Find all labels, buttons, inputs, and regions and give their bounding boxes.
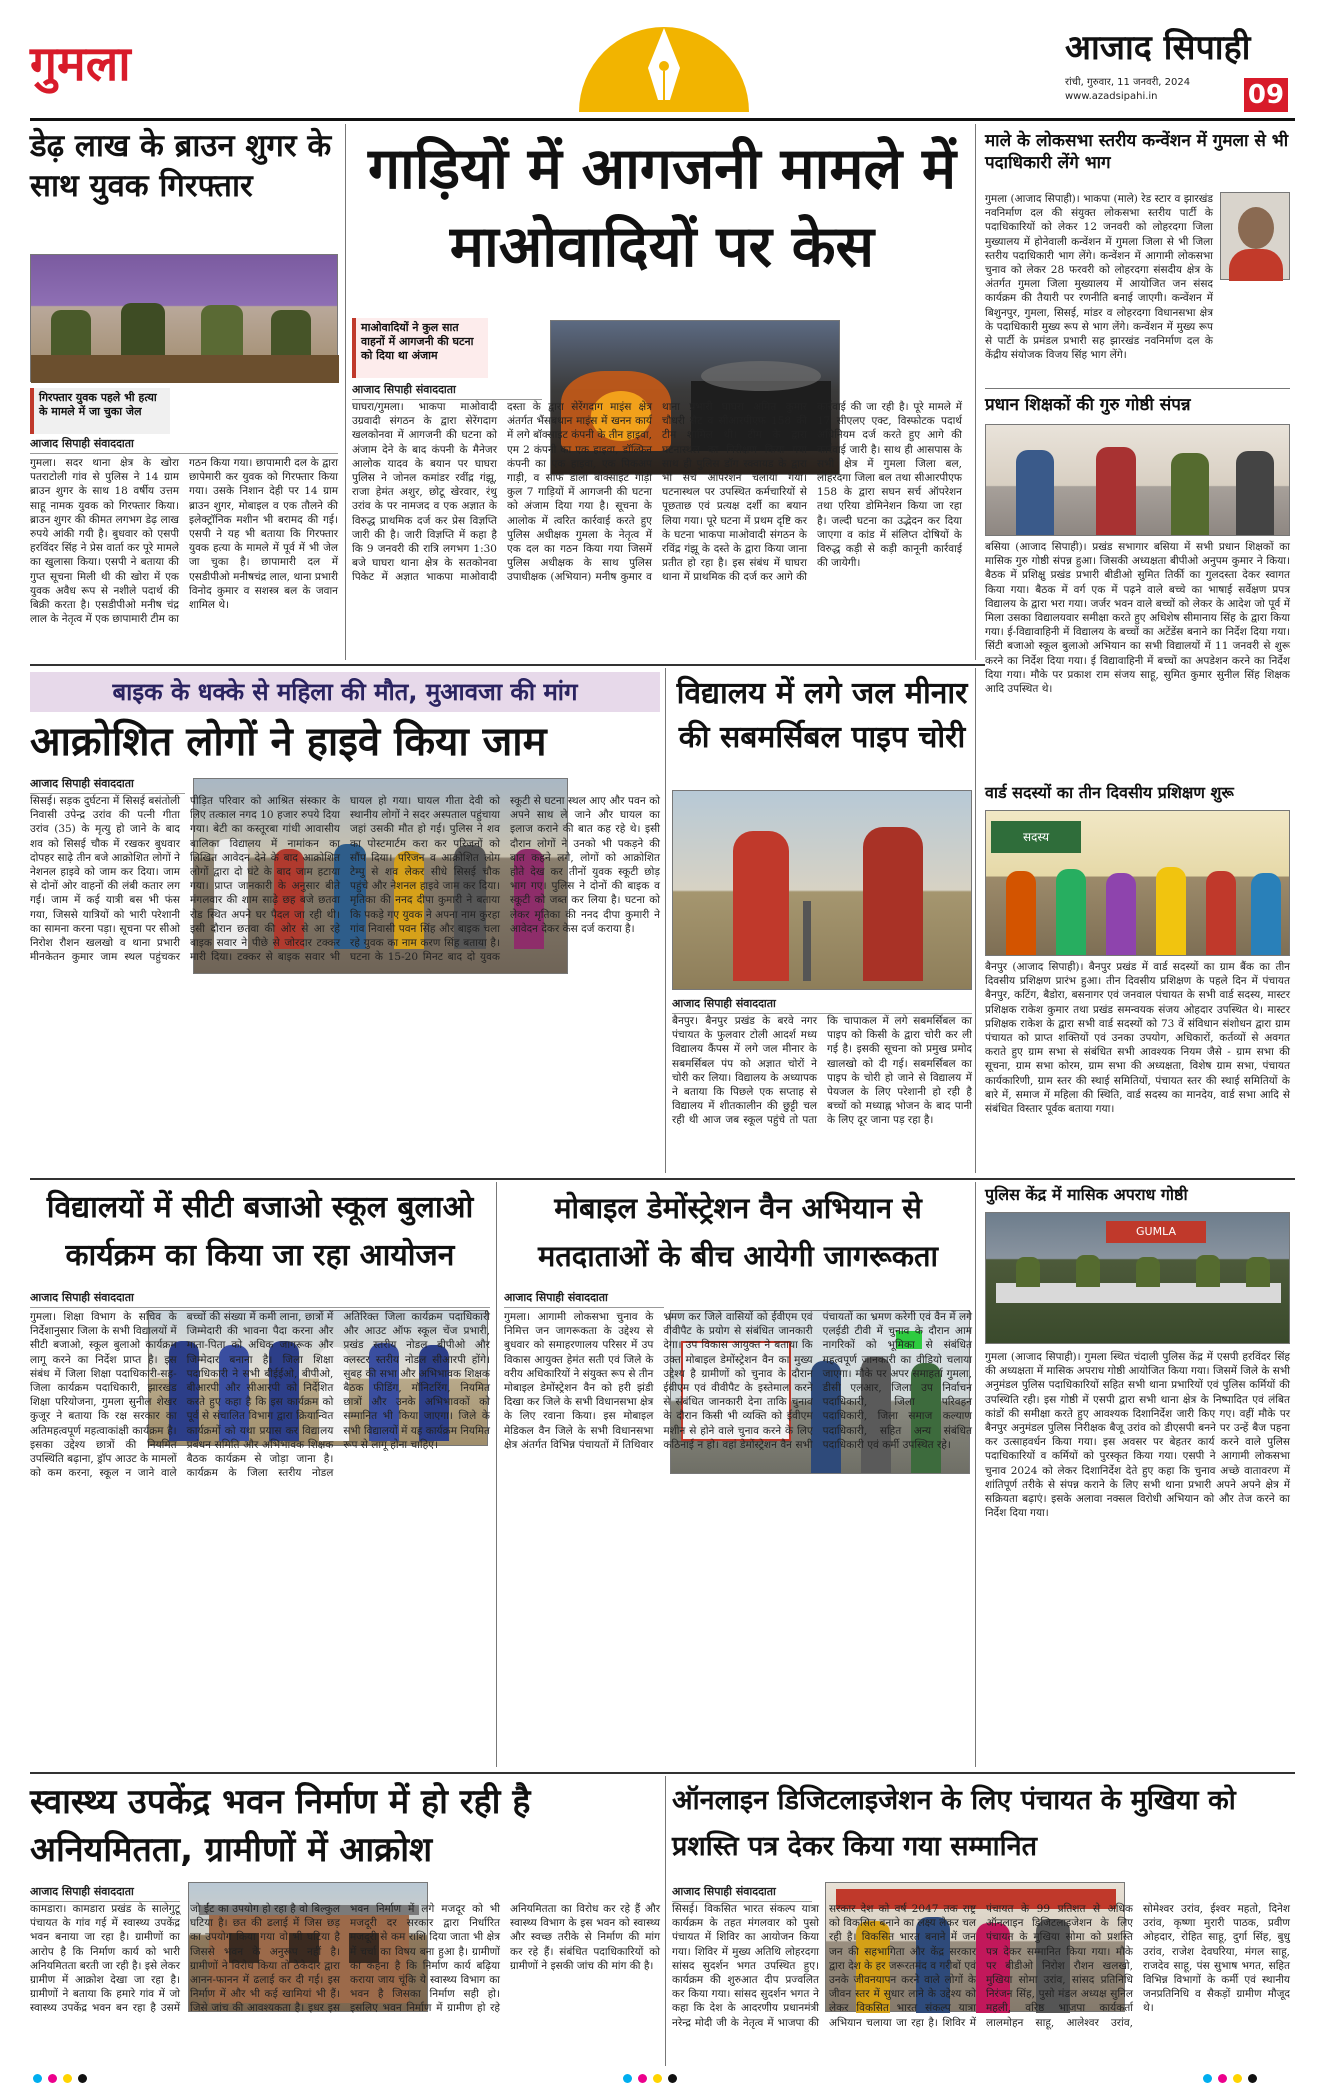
photo-sign-text: सदस्य (991, 821, 1081, 853)
caption-arson: माओवादियों ने कुल सात वाहनों में आगजनी की घटना को दिया था अंजाम (352, 318, 488, 378)
headline-whistle: विद्यालयों में सीटी बजाओ स्कूल बुलाओ कार्यक्रम का किया जा रहा आयोजन (46, 1190, 474, 1273)
masthead-rule (30, 118, 1295, 121)
masthead (0, 0, 1325, 118)
headline-arson: गाड़ियों में आगजनी मामले में माओवादियों पर केस (367, 136, 957, 280)
body-cpi-ml: गुमला (आजाद सिपाही)। भाकपा (माले) रेड स्टार व झारखंड नवनिर्माण दल की संयुक्त लोकसभा स्तरीय पार्टी के पदाधिकारियों को लेकर 12 जनवरी को लोहरदगा जिला मुख्यालय में होनेवाली कन्वेंशन में गुमला जिला से भी जिला स्तरीय पदाधिकारी भाग लेंगे। कन्वेंशन में आगामी लोकसभा चुनाव को लेकर 28 फरवरी को लोहरदगा संसदीय क्षेत्र के अंतर्गत गुमला जिला मुख्यालय में आयोजित जन संसद कार्यक्रम की तैयारी पर रणनीति बनाई जाएगी। कन्वेंशन में बिशुनपुर, गुमला, सिसई, मांडर व लोहरदगा विधानसभा क्षेत्र के पदाधिकारी मुख्य रूप से भाग लेंगे। कन्वेंशन में मुख्य रूप से पार्टी के प्रमंडल प्रभारी सह झारखंड नवनिर्माण दल के केंद्रीय संयोजक विजय सिंह भाग लेंगे। (985, 193, 1213, 362)
headline-cpi-ml: माले के लोकसभा स्तरीय कन्वेंशन में गुमला से भी पदाधिकारी लेंगे भाग (985, 131, 1289, 173)
body-arson: घाघरा/गुमला। भाकपा माओवादी उग्रवादी संगठन के द्वारा सेरेंगदाग खलकोनवा में आगजनी की घटना को अंजाम देने के बाद कंपनी के मैनेजर आलोक यादव के बयान पर घाघरा पुलिस ने जोनल कमांडर रवींद्र गंझू, राजा हेमंत अशुर, छोटू खेरवार, रंथु उरांव के पर नामजद व एक अज्ञात के विरुद्ध प्राथमिक दर्ज कर प्रेस विज्ञप्ति जारी की है। जारी विज्ञप्ति में कहा है कि 9 जनवरी की रात्रि लगभग 1:30 बजे घाघरा थाना क्षेत्र के सतकोनवा पिकेट में अज्ञात भाकपा माओवादी दस्ता के द्वारा सेरेंगदाग माइंस क्षेत्र अंतर्गत भैंसबथान माइंस में खनन कार्य में लगे बॉक्साइट कंपनी के तीन हाइवा, एम 2 कंपनी का एक हाइवा, डॉल्फिन कंपनी का एक हाइवा, एक पिकअप गाड़ी, व साफ डाला बॉक्साइट गाड़ी कुल 7 गाड़ियों में आगजनी की घटना को अंजाम दिया गया है। सूचना के आलोक में त्वरित कार्रवाई करते हुए पुलिस अधीक्षक गुमला के नेतृत्व में एक दल का गठन किया गया जिसमें पुलिस अधीक्षक के साथ पुलिस उपाधीक्षक (अभियान) मनीष कुमार व थाना प्रभारी घाघरा अमित कुमार चौधरी सैट व सीआरपीएफ 158 की टीम शामिल थी। टीम के द्वारा घटनास्थल का निरीक्षण किया गया साथ ही पुलिस डॉग स्क्वायड के द्वारा भी सर्च ऑपरेशन चलाया गया। घटनास्थल पर उपस्थित कर्मचारियों से पूछताछ एवं प्रत्यक्ष दर्शी का बयान लिया गया। पूरे घटना में प्रथम दृष्टि कर के घटना भाकपा माओवादी संगठन के रविंद्र गंझू के दस्ते के द्वारा किया जाना प्रतीत हो रहा है। इस संबंध में घाघरा थाना में प्राथमिक की दर्ज कर आगे की कार्रवाई की जा रही है। पूरे मामले में 17 सीएलए एक्ट, विस्फोटक पदार्थ अधिनियम दर्ज करते हुए आगे की कार्रवाई जारी है। साथ ही आसपास के सभी क्षेत्र में गुमला जिला बल, लोहरदगा जिला बल तथा सीआरपीएफ 158 के द्वारा सघन सर्च ऑपरेशन तथा एरिया डोमिनेशन किया जा रहा है। जल्दी घटना का उद्भेदन कर दिया जाएगा व कांड में संलिप्त दोषियों के विरुद्ध कड़ी से कड़ी कानूनी कार्रवाई की जायेगी। (352, 401, 962, 584)
banner-highway: बाइक के धक्के से महिला की मौत, मुआवजा की मांग (30, 672, 660, 712)
dateline-mobile-van: आजाद सिपाही संवाददाता (504, 1290, 664, 1308)
headline-digital: ऑनलाइन डिजिटलाइजेशन के लिए पंचायत के मुखिया को प्रशस्ति पत्र देकर किया गया सम्मानित (672, 1785, 1236, 1862)
dateline-health: आजाद सिपाही संवाददाता (30, 1884, 180, 1902)
headline-mobile-van: मोबाइल डेमोंस्ट्रेशन वैन अभियान से मतदाताओं के बीच आयेगी जागरूकता (537, 1191, 939, 1273)
photo-ward-training (985, 810, 1290, 956)
dateline-brown-sugar: आजाद सिपाही संवाददाता (30, 436, 338, 454)
body-whistle: गुमला। शिक्षा विभाग के सचिव के निर्देशानुसार जिला के सभी विद्यालयों में सीटी बजाओ, स्कूल बुलाओ कार्यक्रम लागू करने का निर्देश प्राप्त है। इस संबंध में जिला शिक्षा पदाधिकारी-सह-जिला कार्यक्रम पदाधिकारी, झारखंड शिक्षा परियोजना, गुमला सुनील शेखर कुजूर ने बताया कि रक्ष सरकार का अतिमहत्वपूर्ण महत्वाकांक्षी कार्यक्रम है। इसका उद्देश्य छात्रों की नियमित उपस्थिति बढ़ाना, ड्रॉप आउट के मामलों को कम करना, स्कूल न जाने वाले बच्चों की संख्या में कमी लाना, छात्रों में जिम्मेदारी की भावना पैदा करना और माता-पिता को अधिक जागरूक और जिम्मेदार बनाना है। जिला शिक्षा पदाधिकारी ने सभी बीईईओ, बीपीओ, बीआरपी और सीआरपी को निर्देशित करते हुए कहा है कि इस कार्यक्रम को पूर्व से संचालित विभाग द्वारा क्रियान्वित कार्यक्रमों को यथा प्रयास कर विद्यालय प्रबंधन समिति और अभिभावक शिक्षक बैठक कार्यक्रम से जोड़ा जाना है। कार्यक्रम के जिला स्तरीय नोडल अतिरिक्त जिला कार्यक्रम पदाधिकारी और आउट ऑफ स्कूल चेंज प्रभारी, प्रखंड स्तरीय नोडल बीपीओ और क्लस्टर स्तरीय नोडल सीआरपी होंगे। सुबह की सभा और अभिभावक शिक्षक बैठक फीडिंग, मॉनिटरिंग, नियमित छात्रों और उनके अभिभावकों को सम्मानित भी किया जाएगा। जिले के सभी विद्यालयों में यह कार्यक्रम नियमित रूप से लागू होना चाहिए। (30, 1311, 490, 1480)
pen-nib-emblem (577, 0, 751, 112)
headline-highway: आक्रोशित लोगों ने हाइवे किया जाम (30, 719, 547, 765)
body-highway: सिसई। सड़क दुर्घटना में सिसई बसंतोली निवासी उपेन्द्र उरांव की पत्नी गीता उरांव (35) के मृत्यु हो जाने के बाद शव को सिसई चौक में रखकर बुधवार दोपहर साढ़े तीन बजे आक्रोशित लोगों ने नेशनल हाइवे को जाम कर दिया। जाम से दोनों ओर वाहनों की लंबी कतार लग गई। जाम में कई यात्री बस भी फंस गया, जिससे यात्रियों को भारी परेशानी का सामना करना पड़ा। सूचना पर सीओ निरोश रौशन खलखो व थाना प्रभारी मीनकेतन कुमार जाम स्थल पहुंचकर पीड़ित परिवार को आश्रित संस्कार के लिए तत्काल नगद 10 हजार रुपये दिया गया। बेटी का कस्तूरबा गांधी आवासीय बालिका विद्यालय में नामांकन का लिखित आवेदन देने के बाद आक्रोशित लोगों द्वारा दो घंटे के बाद जाम हटाया गया। प्राप्त जानकारी के अनुसार बीते मंगलवार की शाम साढ़े छह बजे छतवा रोड स्थित अपने घर पैदल जा रही थी। इसी दौरान छतवा की ओर से आ रहे बाइक सवार ने पीछे से जोरदार टक्कर मारी दिया। टक्कर से बाइक सवार भी घायल हो गया। घायल गीता देवी को स्थानीय लोगों ने सदर अस्पताल पहुंचाया जहां उसकी मौत हो गई। पुलिस ने शव का पोस्टमार्टम करा कर परिजनों को सौंप दिया। परिजन व आक्रोशित लोग टेम्पु से शव लेकर सीधे सिसई चौक पहुंचे और नेशनल हाइवे जाम कर दिया। मृतिका की ननद दीपा कुमारी ने बताया कि पकड़े गए युवक ने अपना नाम कुरहा गांव निवासी पवन सिंह और बाइक चला रहे युवक का नाम करण सिंह बताया है। घटना के 15-20 मिनट बाद दो युवक स्कूटी से घटना स्थल आए और पवन को अपने साथ ले जाने और घायल का इलाज कराने की बात कह रहे थे। इसी दौरान लोगों ने उनको भी पकड़ने की बात कहने लगे, लोगों को आक्रोशित होते देख कर तीनों युवक स्कूटी छोड़ भाग गए। पुलिस ने दोनों की बाइक व स्कूटी को जब्त कर लिया है। घटना को लेकर मृतिका की ननद दीपा कुमारी ने आवेदन देकर केस दर्ज कराया है। (30, 795, 660, 964)
body-police: गुमला (आजाद सिपाही)। गुमला स्थित चंदाली पुलिस केंद्र में एसपी हरविंदर सिंह की अध्यक्षता में मासिक अपराध गोष्ठी आयोजित किया गया। जिसमें जिले के सभी अनुमंडल पुलिस पदाधिकारियों सहित सभी थाना प्रभारियों एवं पुलिस कर्मियों की उपस्थिति रही। इस गोष्ठी में एसपी द्वारा सभी थाना क्षेत्र के निष्पादित एवं लंबित कांडों की समीक्षा करते हुए आवश्यक दिशानिर्देश जारी किए गए। वहीं मौके पर बैनपुर अनुमंडल पुलिस निरीक्षक बैजू उरांव को डीएसपी बनने पर उन्हें बैज पहना कर उत्साहवर्धन किया गया। इस अवसर पर बेहतर कार्य करने वाले पुलिस पदाधिकारियों व कर्मियों को पुरस्कृत किया गया। एसपी ने आगामी लोकसभा चुनाव 2024 को लेकर दिशानिर्देश देते हुए कहा कि चुनाव अच्छे वातावरण में शांतिपूर्ण तरीके से संपन्न कराने के लिए सभी थाना प्रभारी अपने अपने क्षेत्र में सक्रियता बढ़ाएं। इसके अलावा नक्सल विरोधी अभियान को और तेज करने का निर्देश दिया गया। (985, 1351, 1290, 1520)
register-marks-left (30, 2068, 150, 2082)
headline-ward: वार्ड सदस्यों का तीन दिवसीय प्रशिक्षण शुरू (985, 783, 1234, 802)
caption-brown-sugar: गिरफ्तार युवक पहले भी हत्या के मामले में जा चुका जेल (30, 388, 170, 434)
photo-water-tower (672, 790, 972, 990)
body-teachers: बसिया (आजाद सिपाही)। प्रखंड सभागार बसिया में सभी प्रधान शिक्षकों का मासिक गुरु गोष्ठी संपन्न हुआ। जिसकी अध्यक्षता बीपीओ अनुपम कुमार ने किया। बैठक में प्रशिक्षु प्रखंड प्रभारी बीडीओ सुमित तिर्की का गुलदस्ता देकर स्वागत किया गया। बैठक में वर्ग एक में पढ़ने वाले बच्चे का भाषाई सर्वेक्षण प्रपत्र विद्यालय के द्वारा भरा गया। जर्जर भवन वाले बच्चों को लेकर के आदेश जो पूर्व में मिला उसका विद्यालयवार समीक्षा करते हुए अधिशेष सीमानाय सिंह के द्वारा किया गया। ई-विद्यावाहिनी में विद्यालय के बच्चों का अटेंडेंस बनाने का निर्देश दिया गया। सिंटी बजाओ स्कूल बुलाओ अभियान का सभी विद्यालयों में 11 जनवरी से शुरू करने का निर्देश दिया गया। ई विद्यावाहिनी में बच्चों का अपडेशन करने का निर्देश दिया गया। मौके पर प्रकाश राम संजय साहू, सुमित कुमार सुनील सिंह शिक्षक आदि उपस्थित थे। (985, 541, 1290, 696)
headline-police: पुलिस केंद्र में मासिक अपराध गोष्ठी (985, 1185, 1188, 1204)
section-name: गुमला (30, 36, 131, 92)
body-digital: सिसई। विकसित भारत संकल्प यात्रा कार्यक्रम के तहत मंगलवार को पुसो पंचायत में शिविर का आयोजन किया गया। शिविर में मुख्य अतिथि लोहरदगा सांसद सुदर्शन भगत उपस्थित हुए। कार्यक्रम की शुरुआत दीप प्रज्वलित कर किया गया। सांसद सुदर्शन भगत ने कहा कि देश के आदरणीय प्रधानमंत्री नरेन्द्र मोदी जी के नेतृत्व में भाजपा की सरकार देश को वर्ष 2047 तक राष्ट्र को विकसित बनाने का लक्ष्य लेकर चल रही है। विकसित भारत बनाने में जन जन की सहभागिता और केंद्र सरकार द्वारा देश के हर जरूरतमंद व गरीबों एवं उनके जीवनयापन करने वाले लोगों के जीवन स्तर में सुधार लाने के उद्देश्य को लेकर विकसित भारत संकल्प यात्रा अभियान चलाया जा रहा है। शिविर में पंचायत के 99 प्रतिशत से अधिक ऑनलाइन डिजिटलाइजेशन के लिए पंचायत के मुखिया सोमा को प्रशस्ति पत्र देकर सम्मानित किया गया। मौके पर बीडीओ निरोश रौशन खलखो, मुखिया सोमा उरांव, सांसद प्रतिनिधि निरंजन सिंह, पुसो मंडल अध्यक्ष सुनिल महली, वरिष्ठ भाजपा कार्यकर्ता लालमोहन साहू, आलेश्वर उरांव, सोमेश्वर उरांव, ईश्वर महतो, दिनेश उरांव, कृष्णा मुरारी पाठक, प्रवीण ओहदार, रोहित साहू, दुर्गा सिंह, बुधु उरांव, राजेश देवघरिया, मंगल साहू, राजदेव साहू, पंस सुभाष भगत, सहित विभिन्न विभागों के कर्मी एवं स्थानीय जनप्रतिनिधि व सैकड़ों ग्रामीण मौजूद थे। (672, 1903, 1290, 2029)
register-marks-right (1200, 2068, 1320, 2082)
photo-crime-meeting (985, 1212, 1290, 1344)
body-brown-sugar: गुमला। सदर थाना क्षेत्र के खोरा पतराटोली गांव से पुलिस ने 14 ग्राम ब्राउन शुगर के साथ 18 वर्षीय उत्तम साहू नामक युवक को गिरफ्तार किया। ब्राउन शुगर की कीमत लगभग डेढ़ लाख रुपये आंकी गयी है। बुधवार को एसपी हरविंदर सिंह ने प्रेस वार्ता कर पूरे मामले का खुलासा किया। एसपी ने बताया की गुप्त सूचना मिली थी की खोरा में एक युवक अवैध रूप से नशीले पदार्थ की बिक्री करता है। एसडीपीओ मनीष चंद्र लाल के नेतृत्व में एक छापामारी टीम का गठन किया गया। छापामारी दल के द्वारा छापेमारी कर युवक को गिरफ्तार किया गया। उसके निशान देही पर 14 ग्राम ब्राउन शुगर, मोबाइल व एक तौलने की इलेक्ट्रॉनिक मशीन भी बरामद की गई। एसपी ने यह भी बताया कि गिरफ्तार युवक हत्या के मामले में पूर्व में भी जेल जा चुका है। छापामारी दल में एसडीपीओ मनीषचंद्र लाल, थाना प्रभारी विनोद कुमार व सशस्त्र बल के जवान शामिल थे। (30, 457, 338, 626)
body-mobile-van: गुमला। आगामी लोकसभा चुनाव के निमित्त जन जागरूकता के उद्देश्य से बुधवार को समाहरणालय परिसर में उप विकास आयुक्त हेमंत सती एवं जिले के वरीय अधिकारियों ने संयुक्त रूप से तीन मोबाइल डेमोंस्ट्रेशन वैन को हरी झंडी दिखा कर जिले के सभी विधानसभा क्षेत्र के लिए रवाना किया। इस मोबाइल मेडिकल वैन जिले के सभी विधानसभा क्षेत्र अंतर्गत विभिन्न पंचायतों में तिथिवार भ्रमण कर जिले वासियों को ईवीएम एवं वीवीपैट के प्रयोग से संबंधित जानकारी देगा। उप विकास आयुक्त ने बताया कि उक्त मोबाइल डेमोंस्ट्रेशन वैन का मुख्य उद्देश्य है ग्रामीणों को चुनाव के दौरान ईवीएम एवं वीवीपैट के इस्तेमाल करने से संबंधित जानकारी देना ताकि चुनाव के दौरान किसी भी व्यक्ति को ईवीएम मशीन से होने वाले चुनाव करने के लिए कठिनाई न हो। वहां डेमोंस्ट्रेशन वैन सभी पंचायतों का भ्रमण करेगी एवं वैन में लगे एलईडी टीवी में चुनाव के दौरान आम नागरिकों को भूमिका से संबंधित महत्वपूर्ण जानकारी का वीडियो चलाया जाएगा। मौके पर अपर समाहर्ता गुमला, डीसी एलआर, जिला उप निर्वाचन पदाधिकारी, जिला परिवहन पदाधिकारी, जिला समाज कल्याण पदाधिकारी, सहित अन्य संबंधित पदाधिकारी एवं कर्मी उपस्थित रहे। (504, 1311, 972, 1451)
paper-title: आजाद सिपाही (1065, 28, 1251, 68)
headline-health: स्वास्थ्य उपकेंद्र भवन निर्माण में हो रही है अनियमितता, ग्रामीणों में आक्रोश (30, 1782, 531, 1870)
photo-banner-text: GUMLA (1106, 1221, 1206, 1243)
dateline-water: आजाद सिपाही संवाददाता (672, 996, 972, 1014)
register-marks-center (620, 2068, 740, 2082)
headline-water: विद्यालय में लगे जल मीनार की सबमर्सिबल पाइप चोरी (676, 676, 968, 755)
page-number: 09 (1244, 78, 1288, 112)
body-water: बैनपुर। बैनपुर प्रखंड के बरवे नगर पंचायत के फुलवार टोली आदर्श मध्य विद्यालय कैंपस में लगे जल मीनार के सबमर्सिबल पंप को अज्ञात चोरों ने चोरी कर लिया। विद्यालय के अध्यापक ने बताया कि पिछले एक सप्ताह से विद्यालय में शीतकालीन की छुट्टी चल रही थी आज जब स्कूल पहुंचे तो पता कि चापाकल में लगे सबमर्सिबल का पाइप को किसी के द्वारा चोरी कर ली गई है। इसकी सूचना को प्रमुख प्रमोद खालखो को दी गई। सबमर्सिबल का पाइप के चोरी हो जाने से विद्यालय में पेयजल के लिए परेशानी हो रही है बच्चों को मध्याह्न भोजन के बाद पानी के लिए दूर जाना पड़ रहा है। (672, 1015, 972, 1127)
body-brown-sugar-col3 (180, 388, 338, 438)
dateline-digital: आजाद सिपाही संवाददाता (672, 1884, 812, 1902)
dateline-arson: आजाद सिपाही संवाददाता (352, 382, 542, 400)
photo-teachers-meeting (985, 424, 1290, 536)
body-ward: बैनपुर (आजाद सिपाही)। बैनपुर प्रखंड में वार्ड सदस्यों का ग्राम बैंक का तीन दिवसीय प्रशिक्षण प्रारंभ हुआ। तीन दिवसीय प्रशिक्षण के पहले दिन में पंचायत बैनपुर, कटिंग, बैडोरा, बसनागर एवं जनवाल पंचायत के सभी वार्ड सदस्य, मास्टर प्रशिक्षक राकेश कुमार तथा प्रखंड समन्वयक संजय ओहदार उपस्थित थे। मास्टर प्रशिक्षक राकेश के द्वारा सभी वार्ड सदस्यों को 73 वें संविधान संशोधन द्वारा ग्राम पंचायत को प्राप्त शक्तियों एवं उनका उपयोग, अधिकारों, कर्तव्यों से अवगत कराते हुए ग्राम सभा से संबंधित सभी आवश्यक नियम जैसे - ग्राम सभा की सूचना, ग्राम सभा कोरम, ग्राम सभा की अध्यक्षता, विशेष ग्राम सभा, पंचायत कार्यकारिणी, ग्राम स्तर की स्थाई समितियों, पंचायत स्तर की स्थाई समितियों के बारे में, समाज में महिला की स्थिति, वार्ड सदस्य का मानदेय, वार्ड सभा आदि से संबंधित विस्तार पूर्वक बताया गया। (985, 961, 1290, 1116)
headline-teachers: प्रधान शिक्षकों की गुरु गोष्ठी संपन्न (985, 395, 1191, 415)
photo-leader-portrait (1220, 192, 1290, 280)
photo-press-conference (30, 254, 338, 382)
dateline: रांची, गुरुवार, 11 जनवरी, 2024 (1065, 77, 1191, 88)
headline-brown-sugar: डेढ़ लाख के ब्राउन शुगर के साथ युवक गिरफ्तार (30, 128, 332, 204)
website: www.azadsipahi.in (1065, 91, 1158, 102)
body-health: कामडारा। कामडारा प्रखंड के सालेगुटू पंचायत के गांव गई में स्वास्थ्य उपकेंद्र भवन बनाया जा रहा है। ग्रामीणों का आरोप है कि निर्माण कार्य को भारी अनियमितता बरती जा रही है। इसे लेकर ग्रामीण में आक्रोश देखा जा रहा है। ग्रामीणों ने बताया कि हमारे गांव में जो स्वास्थ्य उपकेंद्र भवन बन रहा है उसमें जो ईंट का उपयोग हो रहा है वो बिल्कुल घटिया है। छत की ढलाई में जिस छड़ का उपयोग किया गया वो भी घटिया है जिससे भवन के अनुरूप नहीं है। ग्रामीणों ने विरोध किया तो ठेकेदार द्वारा आनन-फानन में ढलाई कर दी गई। इस निर्माण में और भी कई खामियां भी हैं। जिसे जांच की आवश्यकता है। इधर इस भवन निर्माण में लगे मजदूर को भी मजदूरी दर सरकार द्वारा निर्धारित मजदूरी से कम राशि दिया जाता भी क्षेत्र में चर्चा का विषय बना हुआ है। ग्रामीणों का कहना है कि निर्माण कार्य बढ़िया कराया जाय चूंकि ये स्वास्थ्य विभाग का भवन है जिसका निर्माण सही हो। इसलिए भवन निर्माण में ग्रामीण हो रहे अनियमितता का विरोध कर रहे हैं और स्वास्थ्य विभाग के इस भवन को स्वास्थ्य और स्वच्छ तरीके से निर्माण की मांग कर रहे हैं। संबंधित पदाधिकारियों को ग्रामीणों ने इसकी जांच की मांग की है। (30, 1903, 660, 2015)
dateline-whistle: आजाद सिपाही संवाददाता (30, 1290, 490, 1308)
dateline-highway: आजाद सिपाही संवाददाता (30, 776, 185, 794)
